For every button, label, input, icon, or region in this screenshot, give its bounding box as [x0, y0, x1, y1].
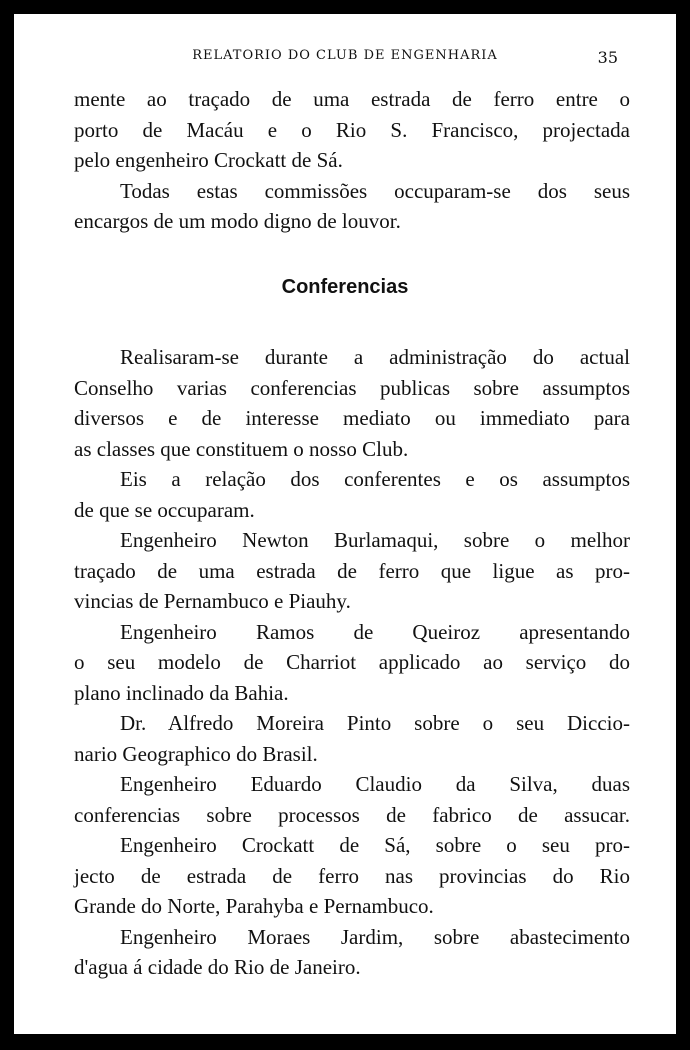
text-line: Eis a relação dos conferentes e os assumptos: [120, 467, 630, 491]
paragraph: [74, 464, 630, 525]
paragraph: [74, 769, 630, 830]
text-line: conferencias sobre processos de fabrico de assucar.: [74, 802, 630, 827]
text-line: de que se occuparam.: [74, 497, 255, 522]
text-line: diversos e de interesse mediato ou immediato para: [74, 406, 630, 430]
paragraph: [74, 176, 630, 237]
book-page: [14, 14, 676, 1034]
text-line: Engenheiro Ramos de Queiroz apresentando: [120, 619, 630, 644]
text-line: encargos de um modo digno de louvor.: [74, 209, 401, 233]
running-head: RELATORIO DO CLUB DE ENGENHARIA: [192, 48, 498, 63]
text-line: traçado de uma estrada de ferro que ligue as pro-: [74, 558, 630, 583]
paragraph: [74, 830, 630, 922]
text-line: Todas estas commissões occuparam-se dos seus: [120, 178, 630, 203]
section-text: [74, 342, 630, 983]
text-line: plano inclinado da Bahia.: [74, 680, 289, 705]
paragraph: [74, 617, 630, 709]
text-line: jecto de estrada de ferro nas provincias do Rio: [74, 863, 630, 888]
paragraph: [74, 922, 630, 983]
text-line: Engenheiro Newton Burlamaqui, sobre o melhor: [120, 528, 630, 552]
text-line: porto de Macáu e o Rio S. Francisco, projectada: [74, 117, 630, 142]
text-line: Dr. Alfredo Moreira Pinto sobre o seu Diccio-: [120, 711, 630, 735]
text-line: vincias de Pernambuco e Piauhy.: [74, 589, 351, 613]
text-line: as classes que constituem o nosso Club.: [74, 436, 409, 461]
text-line: Realisaram-se durante a administração do actual: [120, 345, 630, 369]
text-line: nario Geographico do Brasil.: [74, 741, 318, 766]
text-line: Engenheiro Eduardo Claudio da Silva, duas: [120, 772, 630, 796]
paragraph: [74, 342, 630, 464]
text-line: d'agua á cidade do Rio de Janeiro.: [74, 955, 361, 979]
paragraph: [74, 84, 630, 176]
text-line: Conselho varias conferencias publicas sobre assumptos: [74, 375, 630, 400]
text-line: Engenheiro Moraes Jardim, sobre abastecimento: [120, 924, 630, 949]
text-line: Engenheiro Crockatt de Sá, sobre o seu pro-: [120, 833, 630, 857]
section-heading: Conferencias: [281, 276, 409, 298]
intro-text: [74, 84, 630, 237]
paragraph: [74, 525, 630, 617]
text-line: o seu modelo de Charriot applicado ao serviço do: [74, 650, 630, 674]
text-line: Grande do Norte, Parahyba e Pernambuco.: [74, 894, 434, 918]
text-line: mente ao traçado de uma estrada de ferro entre o: [74, 87, 630, 111]
page-number: 35: [597, 48, 618, 67]
text-line: pelo engenheiro Crockatt de Sá.: [74, 148, 343, 172]
paragraph: [74, 708, 630, 769]
